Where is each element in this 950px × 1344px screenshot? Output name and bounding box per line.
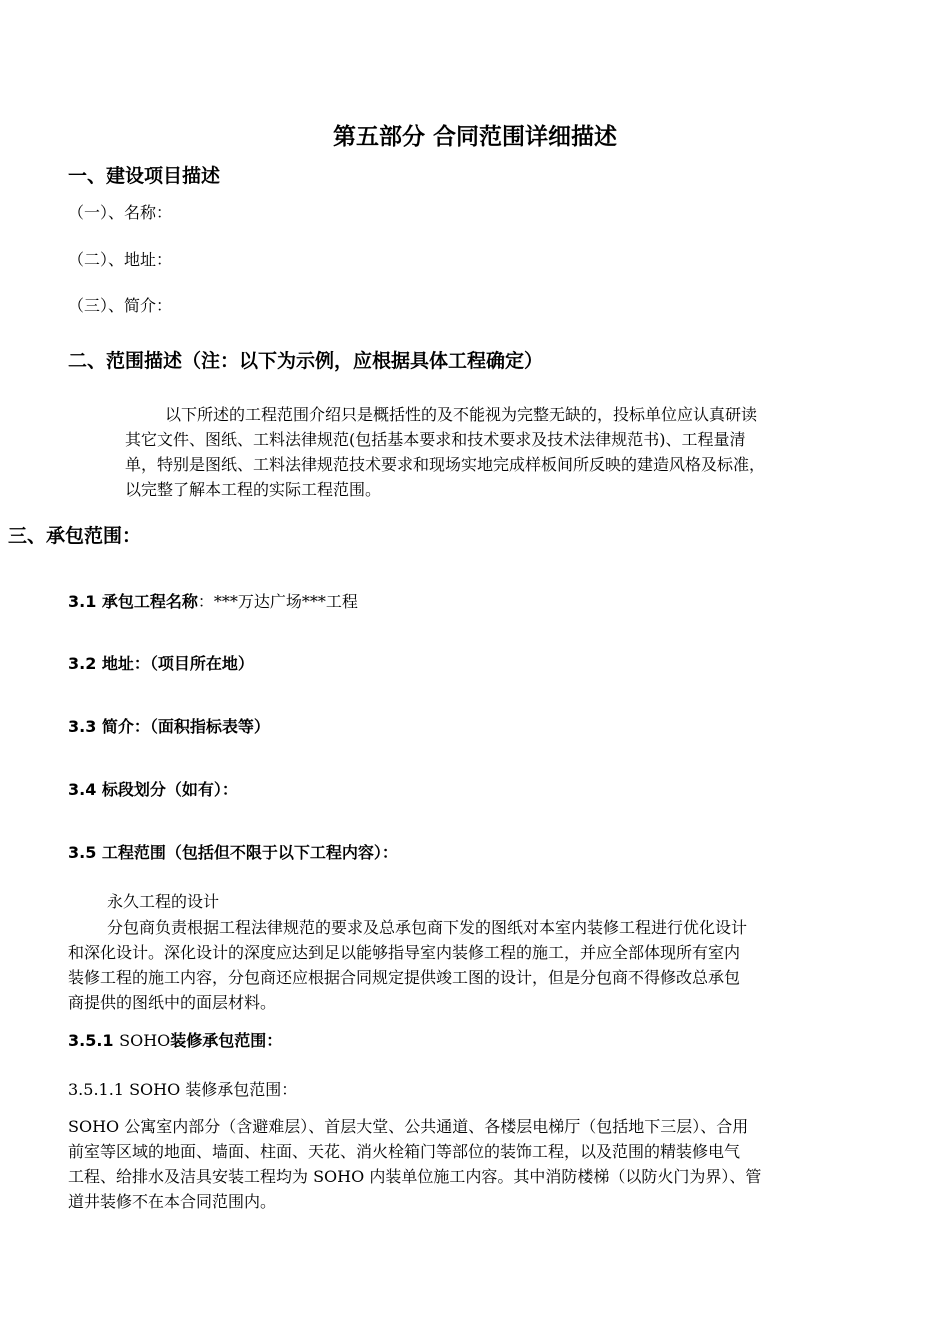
- item-3-5-1-number: 3.5.1: [68, 1031, 114, 1050]
- item-3-5-1-soho: SOHO: [119, 1031, 171, 1050]
- design-line: 商提供的图纸中的面层材料。: [68, 993, 277, 1012]
- item-3-5: 3.5 工程范围（包括但不限于以下工程内容）：: [68, 843, 398, 862]
- design-title: 永久工程的设计: [107, 892, 220, 911]
- page-title: 第五部分 合同范围详细描述: [332, 124, 617, 150]
- item-3-1-value: ：***万达广场***工程: [197, 592, 358, 611]
- section1-item-intro: （三）、简介：: [68, 296, 173, 315]
- section2-line: 以下所述的工程范围介绍只是概括性的及不能视为完整无缺的，投标单位应认真研读: [165, 405, 758, 424]
- section2-line: 单，特别是图纸、工料法律规范技术要求和现场实地完成样板间所反映的建造风格及标准，: [125, 455, 766, 474]
- section2-paragraph: [125, 402, 905, 502]
- item-3-1-label: 3.1 承包工程名称: [68, 592, 198, 611]
- design-line: 分包商负责根据工程法律规范的要求及总承包商下发的图纸对本室内装修工程进行优化设计: [107, 918, 748, 937]
- design-line: 装修工程的施工内容，分包商还应根据合同规定提供竣工图的设计，但是分包商不得修改总承包: [68, 968, 741, 987]
- section2-line: 其它文件、图纸、工料法律规范(包括基本要求和技术要求及技术法律规范书)、工程量清: [125, 430, 746, 449]
- soho-line: 道井装修不在本合同范围内。: [68, 1192, 277, 1211]
- section3-heading: 三、承包范围：: [8, 525, 142, 547]
- section1-heading: 一、建设项目描述: [68, 165, 221, 187]
- section1-item-address: （二）、地址：: [68, 250, 173, 269]
- section2-line: 以完整了解本工程的实际工程范围。: [125, 480, 382, 499]
- soho-paragraph: [68, 1114, 898, 1214]
- design-line: 和深化设计。深化设计的深度应达到足以能够指导室内装修工程的施工，并应全部体现所有室内: [68, 943, 741, 962]
- design-paragraph: [68, 915, 898, 1015]
- item-3-5-1-1: 3.5.1.1 SOHO 装修承包范围：: [68, 1080, 298, 1099]
- item-3-4: 3.4 标段划分（如有）：: [68, 780, 238, 799]
- soho-line: 工程、给排水及洁具安装工程均为 SOHO 内装单位施工内容。其中消防楼梯（以防火门为界）、管: [68, 1167, 762, 1186]
- item-3-3: 3.3 简介：（面积指标表等）: [68, 717, 270, 736]
- item-3-5-1: [68, 1029, 282, 1053]
- soho-line: SOHO 公寓室内部分（含避难层）、首层大堂、公共通道、各楼层电梯厅（包括地下三层）、合用: [68, 1117, 749, 1136]
- item-3-5-1-text: 装修承包范围：: [170, 1031, 283, 1050]
- item-3-1: [68, 590, 358, 614]
- section1-item-name: （一）、名称：: [68, 203, 173, 222]
- section2-heading: 二、范围描述（注：以下为示例，应根据具体工程确定）: [68, 350, 544, 372]
- soho-line: 前室等区域的地面、墙面、柱面、天花、消火栓箱门等部位的装饰工程，以及范围的精装修电气: [68, 1142, 741, 1161]
- item-3-2: 3.2 地址：（项目所在地）: [68, 654, 254, 673]
